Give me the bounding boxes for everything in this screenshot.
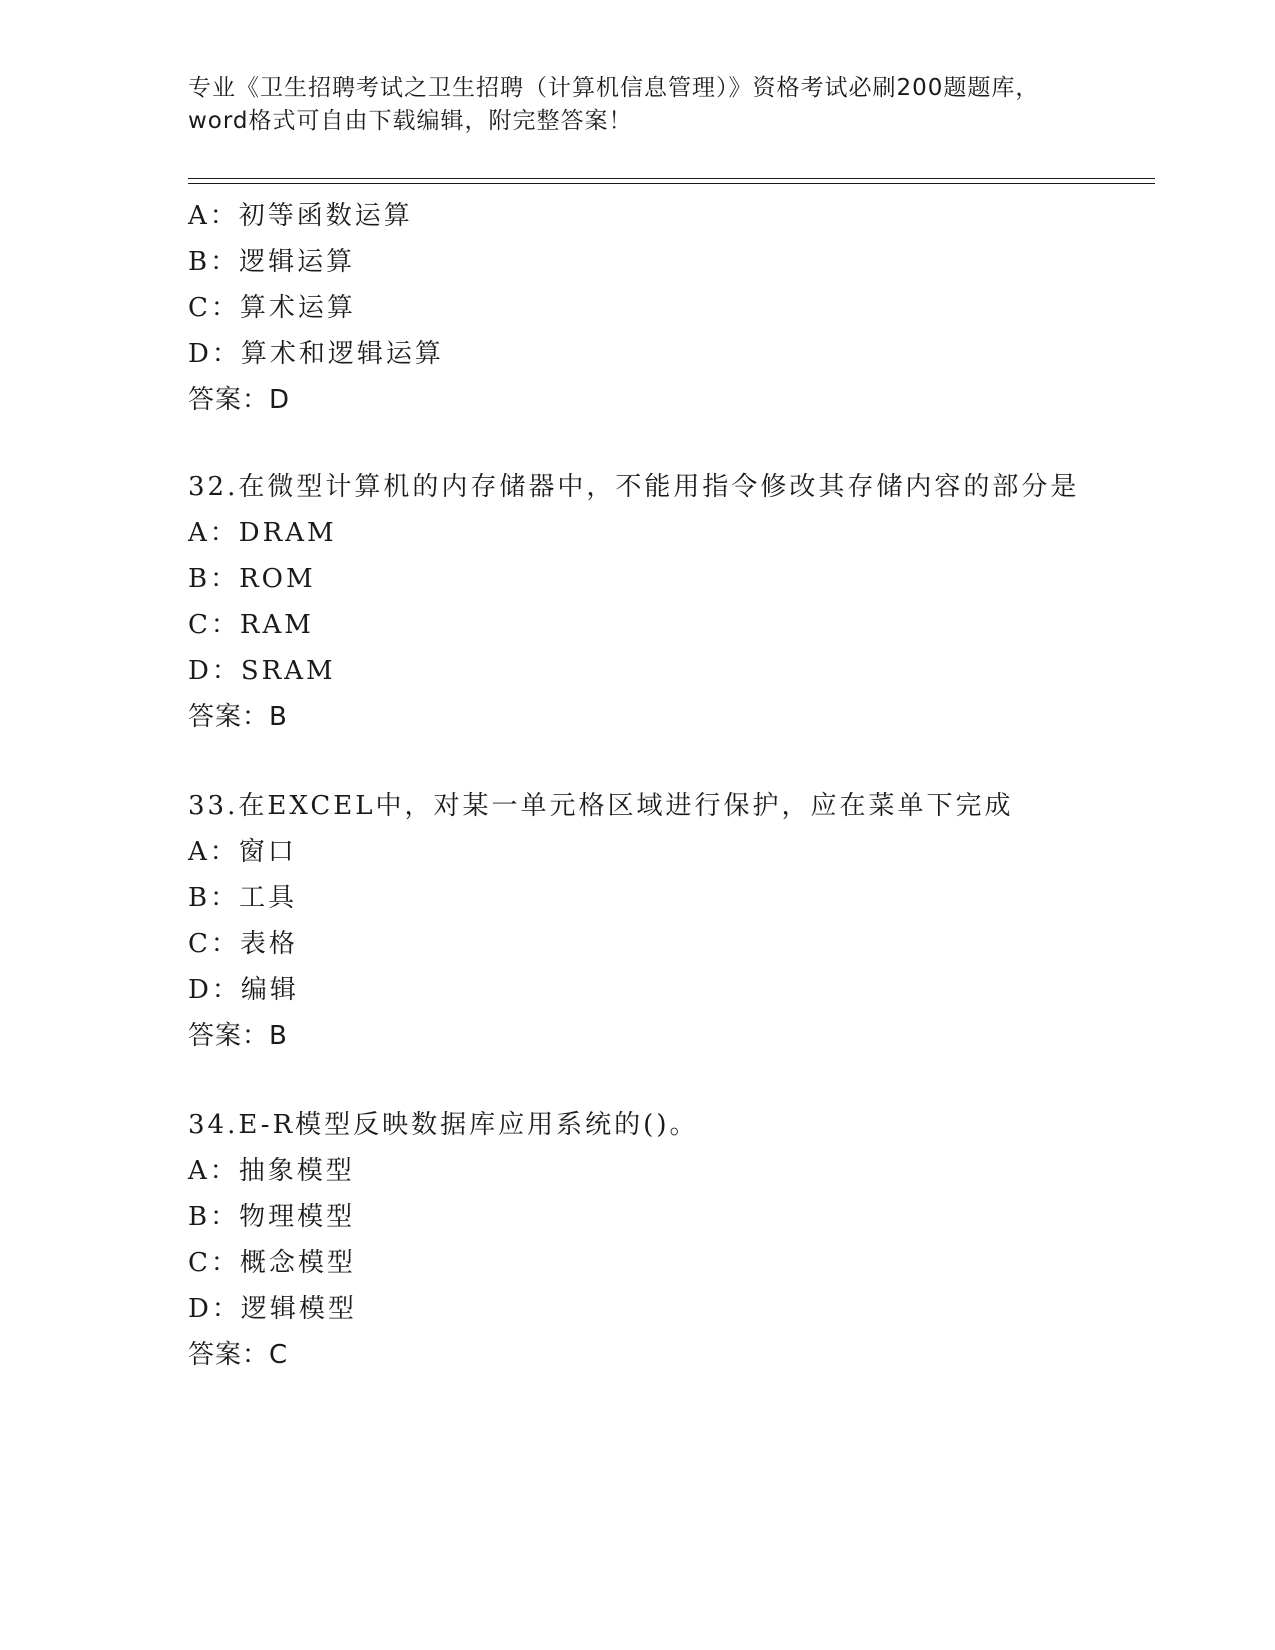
question-text: 34.E-R模型反映数据库应用系统的()。 <box>188 1110 699 1140</box>
option-c: C：RAM <box>188 610 314 640</box>
question-block-34 <box>188 1102 1148 1378</box>
option-a: A：DRAM <box>188 518 337 548</box>
option-d: D：算术和逻辑运算 <box>188 339 444 369</box>
question-block-31 <box>188 193 1148 423</box>
option-b: B：物理模型 <box>188 1202 356 1232</box>
header-line-2: word格式可自由下载编辑，附完整答案！ <box>188 108 633 134</box>
question-block-32 <box>188 464 1148 740</box>
option-d: D：SRAM <box>188 656 336 686</box>
option-a: A：初等函数运算 <box>188 201 413 231</box>
answer: 答案：B <box>188 1021 288 1051</box>
question-text: 33.在EXCEL中，对某一单元格区域进行保护，应在菜单下完成 <box>188 791 1014 821</box>
question-block-33 <box>188 783 1148 1059</box>
option-c: C：概念模型 <box>188 1248 356 1278</box>
header-divider-top <box>188 178 1155 179</box>
option-a: A：抽象模型 <box>188 1156 355 1186</box>
option-b: B：ROM <box>188 564 316 594</box>
option-c: C：表格 <box>188 929 298 959</box>
option-b: B：逻辑运算 <box>188 247 356 277</box>
option-c: C：算术运算 <box>188 293 356 323</box>
answer: 答案：D <box>188 385 291 415</box>
document-header <box>188 72 1088 138</box>
answer: 答案：C <box>188 1340 289 1370</box>
option-d: D：编辑 <box>188 975 299 1005</box>
option-b: B：工具 <box>188 883 298 913</box>
header-divider-bottom <box>188 183 1155 184</box>
header-line-1: 专业《卫生招聘考试之卫生招聘（计算机信息管理）》资格考试必刷200题题库， <box>188 75 1040 101</box>
question-text: 32.在微型计算机的内存储器中，不能用指令修改其存储内容的部分是 <box>188 472 1080 502</box>
option-a: A：窗口 <box>188 837 297 867</box>
option-d: D：逻辑模型 <box>188 1294 357 1324</box>
answer: 答案：B <box>188 702 288 732</box>
